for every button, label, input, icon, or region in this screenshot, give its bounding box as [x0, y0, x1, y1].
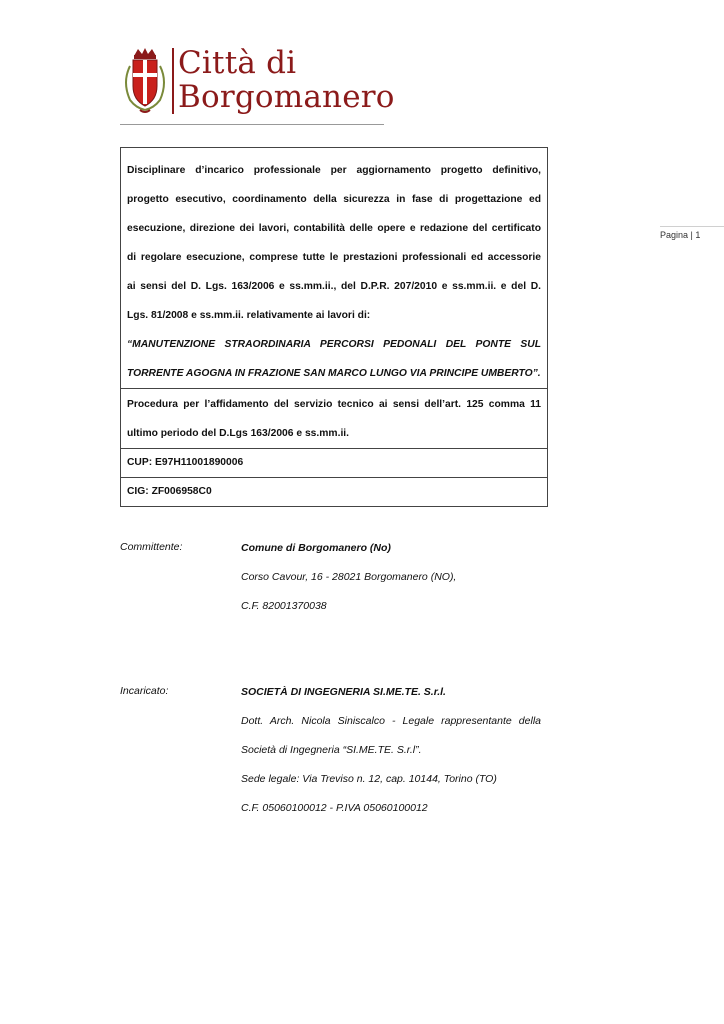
committente-name: Comune di Borgomanero (No) — [241, 542, 391, 554]
title-line: progetto esecutivo, coordinamento della sicurezza in fase di progettazione ed — [127, 194, 541, 205]
title-line: Disciplinare d’incarico professionale per aggiornamento progetto definitivo, — [127, 165, 541, 176]
page-number: Pagina | 1 — [660, 226, 724, 240]
cig-cell: CIG: ZF006958C0 — [127, 486, 212, 497]
incaricato-representative: Dott. Arch. Nicola Siniscalco - Legale rappresentante della — [241, 715, 541, 727]
header-rule — [120, 124, 384, 125]
coat-of-arms-icon — [120, 46, 170, 116]
document-info-box — [120, 147, 548, 507]
logo-line2: Borgomanero — [178, 79, 395, 115]
incaricato-company: Società di Ingegneria “SI.ME.TE. S.r.l”. — [241, 744, 422, 756]
project-title-line: TORRENTE AGOGNA IN FRAZIONE SAN MARCO LUNGO VIA PRINCIPE UMBERTO”. — [127, 368, 541, 379]
incaricato-sede: Sede legale: Via Treviso n. 12, cap. 10144, Torino (TO) — [241, 773, 497, 785]
city-logo — [120, 44, 395, 126]
procedure-line: Procedura per l’affidamento del servizio tecnico ai sensi dell’art. 125 comma 11 — [127, 399, 541, 410]
procedure-line: ultimo periodo del D.Lgs 163/2006 e ss.mm.ii. — [127, 428, 350, 439]
incaricato-name: SOCIETÀ DI INGEGNERIA SI.ME.TE. S.r.l. — [241, 686, 446, 698]
committente-label: Committente: — [120, 541, 183, 553]
cup-cell: CUP: E97H11001890006 — [121, 449, 547, 478]
title-line: Lgs. 81/2008 e ss.mm.ii. relativamente ai lavori di: — [127, 310, 371, 321]
incaricato-cf-piva: C.F. 05060100012 - P.IVA 05060100012 — [241, 802, 428, 814]
logo-divider — [172, 48, 174, 114]
committente-address: Corso Cavour, 16 - 28021 Borgomanero (NO), — [241, 571, 457, 583]
procedure-cell — [121, 389, 547, 449]
title-line: ai sensi del D. Lgs. 163/2006 e ss.mm.ii., del D.P.R. 207/2010 e ss.mm.ii. e del D. — [127, 281, 541, 292]
logo-wordmark — [178, 46, 395, 114]
project-title-line: “MANUTENZIONE STRAORDINARIA PERCORSI PEDONALI DEL PONTE SUL — [127, 339, 541, 350]
committente-cf: C.F. 82001370038 — [241, 600, 327, 612]
logo-line1: Città di — [178, 45, 297, 81]
incaricato-label: Incaricato: — [120, 685, 169, 697]
title-cell — [121, 148, 547, 389]
title-line: di regolare esecuzione, comprese tutte le prestazioni professionali ed accessorie — [127, 252, 541, 263]
title-line: esecuzione, direzione dei lavori, contabilità delle opere e redazione del certificato — [127, 223, 541, 234]
